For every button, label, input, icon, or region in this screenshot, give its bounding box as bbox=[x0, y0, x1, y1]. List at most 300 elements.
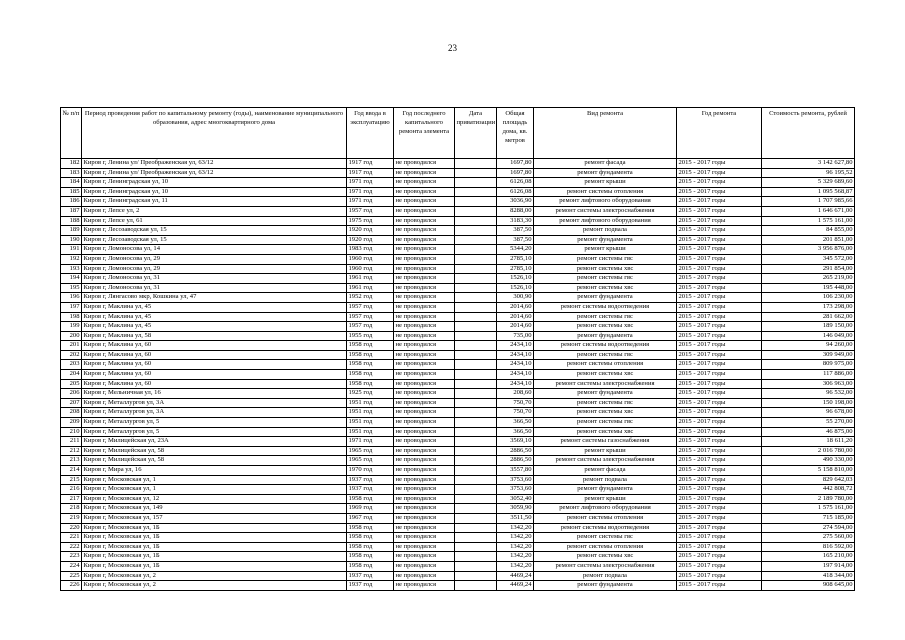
cell-repair-type: ремонт системы гвс bbox=[534, 312, 677, 322]
cell-privatization-date bbox=[455, 350, 497, 360]
cell-repair-year: 2015 - 2017 годы bbox=[677, 245, 762, 255]
cell-repair-cost: 345 572,00 bbox=[762, 254, 855, 264]
cell-privatization-date bbox=[455, 475, 497, 485]
cell-commissioning-year: 1955 год bbox=[347, 331, 394, 341]
table-row bbox=[61, 466, 855, 476]
cell-commissioning-year: 1965 год bbox=[347, 456, 394, 466]
cell-commissioning-year: 1920 год bbox=[347, 235, 394, 245]
cell-total-area: 3753,60 bbox=[497, 485, 534, 495]
cell-repair-type: ремонт системы хвс bbox=[534, 264, 677, 274]
cell-address: Киров г, Ленина ул/ Преображенская ул, 63/12 bbox=[82, 159, 347, 169]
cell-commissioning-year: 1951 год bbox=[347, 418, 394, 428]
header-repair-year: Год ремонта bbox=[677, 108, 762, 159]
cell-repair-year: 2015 - 2017 годы bbox=[677, 302, 762, 312]
cell-total-area: 4469,24 bbox=[497, 571, 534, 581]
cell-address: Киров г, Московская ул, 149 bbox=[82, 504, 347, 514]
cell-repair-type: ремонт системы отопления bbox=[534, 513, 677, 523]
cell-total-area: 366,50 bbox=[497, 418, 534, 428]
cell-repair-year: 2015 - 2017 годы bbox=[677, 427, 762, 437]
cell-row-number: 201 bbox=[61, 341, 82, 351]
cell-repair-cost: 908 645,00 bbox=[762, 581, 855, 591]
cell-address: Киров г, Милицейская ул, 23А bbox=[82, 437, 347, 447]
cell-row-number: 209 bbox=[61, 418, 82, 428]
cell-repair-year: 2015 - 2017 годы bbox=[677, 437, 762, 447]
cell-privatization-date bbox=[455, 379, 497, 389]
cell-last-repair-year: не проводился bbox=[394, 533, 455, 543]
cell-repair-cost: 189 150,00 bbox=[762, 322, 855, 332]
cell-total-area: 1697,80 bbox=[497, 168, 534, 178]
cell-repair-year: 2015 - 2017 годы bbox=[677, 398, 762, 408]
cell-repair-cost: 309 949,00 bbox=[762, 350, 855, 360]
cell-total-area: 2014,60 bbox=[497, 322, 534, 332]
cell-last-repair-year: не проводился bbox=[394, 427, 455, 437]
cell-commissioning-year: 1917 год bbox=[347, 159, 394, 169]
cell-privatization-date bbox=[455, 523, 497, 533]
cell-commissioning-year: 1958 год bbox=[347, 523, 394, 533]
cell-privatization-date bbox=[455, 206, 497, 216]
header-last-repair-year: Год последнего капитального ремонта элемента bbox=[394, 108, 455, 159]
cell-privatization-date bbox=[455, 466, 497, 476]
cell-total-area: 2785,10 bbox=[497, 264, 534, 274]
cell-repair-cost: 173 298,00 bbox=[762, 302, 855, 312]
cell-repair-cost: 442 808,72 bbox=[762, 485, 855, 495]
cell-row-number: 217 bbox=[61, 494, 82, 504]
cell-privatization-date bbox=[455, 389, 497, 399]
cell-repair-year: 2015 - 2017 годы bbox=[677, 274, 762, 284]
table-row bbox=[61, 302, 855, 312]
cell-last-repair-year: не проводился bbox=[394, 571, 455, 581]
header-number: № п/п bbox=[61, 108, 82, 159]
cell-repair-type: ремонт системы электроснабжения bbox=[534, 206, 677, 216]
cell-repair-type: ремонт системы хвс bbox=[534, 552, 677, 562]
table-row bbox=[61, 283, 855, 293]
cell-repair-type: ремонт системы отопления bbox=[534, 187, 677, 197]
cell-last-repair-year: не проводился bbox=[394, 494, 455, 504]
cell-address: Киров г, Лесозаводская ул, 15 bbox=[82, 235, 347, 245]
cell-total-area: 3052,40 bbox=[497, 494, 534, 504]
cell-last-repair-year: не проводился bbox=[394, 159, 455, 169]
cell-commissioning-year: 1920 год bbox=[347, 226, 394, 236]
cell-repair-cost: 96 195,52 bbox=[762, 168, 855, 178]
cell-repair-type: ремонт системы водоотведения bbox=[534, 302, 677, 312]
cell-total-area: 1342,20 bbox=[497, 542, 534, 552]
table-row bbox=[61, 475, 855, 485]
cell-row-number: 196 bbox=[61, 293, 82, 303]
cell-repair-cost: 94 260,00 bbox=[762, 341, 855, 351]
cell-row-number: 208 bbox=[61, 408, 82, 418]
cell-total-area: 1697,80 bbox=[497, 159, 534, 169]
cell-repair-year: 2015 - 2017 годы bbox=[677, 322, 762, 332]
header-commissioning-year: Год ввода в эксплуатацию bbox=[347, 108, 394, 159]
header-total-area: Общая площадь дома, кв. метров bbox=[497, 108, 534, 159]
table-row bbox=[61, 418, 855, 428]
table-row bbox=[61, 571, 855, 581]
cell-address: Киров г, Московская ул, 2 bbox=[82, 571, 347, 581]
cell-address: Киров г, Московская ул, 1Б bbox=[82, 523, 347, 533]
cell-address: Киров г, Маклина ул, 45 bbox=[82, 322, 347, 332]
cell-address: Киров г, Металлургов ул, 3А bbox=[82, 398, 347, 408]
cell-commissioning-year: 1925 год bbox=[347, 389, 394, 399]
cell-repair-type: ремонт фундамента bbox=[534, 485, 677, 495]
cell-repair-year: 2015 - 2017 годы bbox=[677, 178, 762, 188]
cell-repair-year: 2015 - 2017 годы bbox=[677, 466, 762, 476]
cell-repair-cost: 3 142 627,80 bbox=[762, 159, 855, 169]
cell-repair-type: ремонт системы гвс bbox=[534, 533, 677, 543]
cell-total-area: 750,70 bbox=[497, 398, 534, 408]
cell-commissioning-year: 1957 год bbox=[347, 302, 394, 312]
cell-row-number: 226 bbox=[61, 581, 82, 591]
cell-address: Киров г, Ломоносова ул, 29 bbox=[82, 264, 347, 274]
cell-address: Киров г, Лепсе ул, 2 bbox=[82, 206, 347, 216]
cell-repair-year: 2015 - 2017 годы bbox=[677, 293, 762, 303]
cell-total-area: 6126,08 bbox=[497, 178, 534, 188]
cell-repair-type: ремонт системы электроснабжения bbox=[534, 456, 677, 466]
cell-repair-year: 2015 - 2017 годы bbox=[677, 350, 762, 360]
cell-address: Киров г, Ленинградская ул, 10 bbox=[82, 187, 347, 197]
cell-address: Киров г, Ломоносова ул, 29 bbox=[82, 254, 347, 264]
cell-privatization-date bbox=[455, 360, 497, 370]
table-row bbox=[61, 494, 855, 504]
cell-repair-type: ремонт системы хвс bbox=[534, 283, 677, 293]
cell-commissioning-year: 1957 год bbox=[347, 322, 394, 332]
cell-repair-year: 2015 - 2017 годы bbox=[677, 561, 762, 571]
cell-total-area: 2434,10 bbox=[497, 341, 534, 351]
table-row bbox=[61, 370, 855, 380]
table-row bbox=[61, 437, 855, 447]
cell-last-repair-year: не проводился bbox=[394, 466, 455, 476]
cell-total-area: 1342,20 bbox=[497, 561, 534, 571]
cell-repair-year: 2015 - 2017 годы bbox=[677, 389, 762, 399]
table-row bbox=[61, 427, 855, 437]
table-row bbox=[61, 561, 855, 571]
cell-address: Киров г, Милицейская ул, 58 bbox=[82, 456, 347, 466]
cell-address: Киров г, Маклина ул, 60 bbox=[82, 360, 347, 370]
table-row bbox=[61, 456, 855, 466]
cell-row-number: 191 bbox=[61, 245, 82, 255]
table-row bbox=[61, 178, 855, 188]
cell-last-repair-year: не проводился bbox=[394, 456, 455, 466]
cell-total-area: 2785,10 bbox=[497, 254, 534, 264]
cell-repair-cost: 46 875,00 bbox=[762, 427, 855, 437]
cell-last-repair-year: не проводился bbox=[394, 350, 455, 360]
table-row bbox=[61, 293, 855, 303]
cell-privatization-date bbox=[455, 581, 497, 591]
cell-repair-cost: 201 851,00 bbox=[762, 235, 855, 245]
cell-privatization-date bbox=[455, 178, 497, 188]
cell-total-area: 2014,60 bbox=[497, 312, 534, 322]
cell-repair-year: 2015 - 2017 годы bbox=[677, 504, 762, 514]
cell-repair-year: 2015 - 2017 годы bbox=[677, 542, 762, 552]
cell-address: Киров г, Милицейская ул, 58 bbox=[82, 446, 347, 456]
table-row bbox=[61, 331, 855, 341]
cell-repair-type: ремонт подвала bbox=[534, 226, 677, 236]
table-header-row bbox=[61, 108, 855, 159]
cell-row-number: 213 bbox=[61, 456, 82, 466]
cell-repair-cost: 281 662,00 bbox=[762, 312, 855, 322]
cell-repair-type: ремонт системы гвс bbox=[534, 254, 677, 264]
cell-privatization-date bbox=[455, 398, 497, 408]
cell-total-area: 2434,10 bbox=[497, 379, 534, 389]
cell-row-number: 221 bbox=[61, 533, 82, 543]
cell-address: Киров г, Московская ул, 157 bbox=[82, 513, 347, 523]
cell-row-number: 188 bbox=[61, 216, 82, 226]
cell-repair-cost: 291 854,00 bbox=[762, 264, 855, 274]
cell-row-number: 203 bbox=[61, 360, 82, 370]
table-row bbox=[61, 552, 855, 562]
cell-repair-year: 2015 - 2017 годы bbox=[677, 206, 762, 216]
cell-repair-year: 2015 - 2017 годы bbox=[677, 159, 762, 169]
cell-repair-type: ремонт системы хвс bbox=[534, 427, 677, 437]
cell-privatization-date bbox=[455, 283, 497, 293]
cell-repair-type: ремонт фундамента bbox=[534, 389, 677, 399]
table-row bbox=[61, 485, 855, 495]
cell-repair-year: 2015 - 2017 годы bbox=[677, 312, 762, 322]
cell-address: Киров г, Московская ул, 1 bbox=[82, 485, 347, 495]
cell-total-area: 2434,10 bbox=[497, 370, 534, 380]
cell-commissioning-year: 1957 год bbox=[347, 206, 394, 216]
cell-row-number: 225 bbox=[61, 571, 82, 581]
cell-repair-cost: 197 914,00 bbox=[762, 561, 855, 571]
cell-repair-cost: 5 158 810,00 bbox=[762, 466, 855, 476]
cell-address: Киров г, Московская ул, 1Б bbox=[82, 552, 347, 562]
table-row bbox=[61, 206, 855, 216]
cell-repair-cost: 1 095 568,87 bbox=[762, 187, 855, 197]
cell-privatization-date bbox=[455, 561, 497, 571]
cell-commissioning-year: 1958 год bbox=[347, 561, 394, 571]
cell-privatization-date bbox=[455, 235, 497, 245]
cell-privatization-date bbox=[455, 341, 497, 351]
table-row bbox=[61, 168, 855, 178]
cell-privatization-date bbox=[455, 542, 497, 552]
cell-repair-type: ремонт фасада bbox=[534, 159, 677, 169]
cell-commissioning-year: 1958 год bbox=[347, 350, 394, 360]
cell-commissioning-year: 1937 год bbox=[347, 485, 394, 495]
header-address: Период проведения работ по капитальному ремонту (годы), наименование муниципального образования, адрес многоквартирного дома bbox=[82, 108, 347, 159]
cell-total-area: 2014,60 bbox=[497, 302, 534, 312]
cell-repair-type: ремонт фундамента bbox=[534, 581, 677, 591]
cell-privatization-date bbox=[455, 571, 497, 581]
cell-repair-type: ремонт системы электроснабжения bbox=[534, 561, 677, 571]
cell-commissioning-year: 1951 год bbox=[347, 427, 394, 437]
cell-address: Киров г, Ломоносова ул, 31 bbox=[82, 274, 347, 284]
cell-last-repair-year: не проводился bbox=[394, 398, 455, 408]
cell-privatization-date bbox=[455, 494, 497, 504]
header-repair-cost: Стоимость ремонта, рублей bbox=[762, 108, 855, 159]
cell-repair-year: 2015 - 2017 годы bbox=[677, 197, 762, 207]
cell-address: Киров г, Московская ул, 12 bbox=[82, 494, 347, 504]
cell-last-repair-year: не проводился bbox=[394, 245, 455, 255]
cell-repair-type: ремонт системы хвс bbox=[534, 370, 677, 380]
cell-row-number: 223 bbox=[61, 552, 82, 562]
cell-commissioning-year: 1971 год bbox=[347, 187, 394, 197]
cell-privatization-date bbox=[455, 485, 497, 495]
cell-commissioning-year: 1958 год bbox=[347, 552, 394, 562]
cell-repair-type: ремонт лифтового оборудования bbox=[534, 197, 677, 207]
cell-repair-cost: 55 270,00 bbox=[762, 418, 855, 428]
cell-commissioning-year: 1960 год bbox=[347, 254, 394, 264]
cell-row-number: 202 bbox=[61, 350, 82, 360]
cell-row-number: 218 bbox=[61, 504, 82, 514]
cell-address: Киров г, Металлургов ул, 5 bbox=[82, 418, 347, 428]
cell-privatization-date bbox=[455, 264, 497, 274]
cell-repair-type: ремонт крыши bbox=[534, 494, 677, 504]
cell-last-repair-year: не проводился bbox=[394, 235, 455, 245]
cell-total-area: 1342,20 bbox=[497, 552, 534, 562]
cell-repair-cost: 274 594,00 bbox=[762, 523, 855, 533]
cell-total-area: 1342,20 bbox=[497, 523, 534, 533]
cell-address: Киров г, Московская ул, 1 bbox=[82, 475, 347, 485]
cell-commissioning-year: 1957 год bbox=[347, 312, 394, 322]
cell-last-repair-year: не проводился bbox=[394, 370, 455, 380]
cell-privatization-date bbox=[455, 245, 497, 255]
cell-last-repair-year: не проводился bbox=[394, 552, 455, 562]
cell-repair-type: ремонт системы электроснабжения bbox=[534, 379, 677, 389]
table-row bbox=[61, 159, 855, 169]
cell-last-repair-year: не проводился bbox=[394, 408, 455, 418]
cell-repair-year: 2015 - 2017 годы bbox=[677, 216, 762, 226]
cell-privatization-date bbox=[455, 168, 497, 178]
cell-total-area: 3511,50 bbox=[497, 513, 534, 523]
cell-row-number: 222 bbox=[61, 542, 82, 552]
cell-row-number: 197 bbox=[61, 302, 82, 312]
cell-last-repair-year: не проводился bbox=[394, 206, 455, 216]
cell-commissioning-year: 1958 год bbox=[347, 379, 394, 389]
cell-repair-year: 2015 - 2017 годы bbox=[677, 168, 762, 178]
cell-total-area: 2434,10 bbox=[497, 350, 534, 360]
cell-privatization-date bbox=[455, 408, 497, 418]
table-row bbox=[61, 379, 855, 389]
repair-register-table bbox=[60, 107, 855, 591]
cell-privatization-date bbox=[455, 370, 497, 380]
cell-row-number: 211 bbox=[61, 437, 82, 447]
cell-last-repair-year: не проводился bbox=[394, 561, 455, 571]
cell-total-area: 735,00 bbox=[497, 331, 534, 341]
cell-total-area: 4469,24 bbox=[497, 581, 534, 591]
cell-commissioning-year: 1952 год bbox=[347, 293, 394, 303]
cell-address: Киров г, Ленинградская ул, 10 bbox=[82, 178, 347, 188]
cell-row-number: 219 bbox=[61, 513, 82, 523]
cell-last-repair-year: не проводился bbox=[394, 302, 455, 312]
cell-commissioning-year: 1951 год bbox=[347, 398, 394, 408]
table-row bbox=[61, 542, 855, 552]
cell-address: Киров г, Маклина ул, 60 bbox=[82, 379, 347, 389]
cell-repair-type: ремонт системы гвс bbox=[534, 350, 677, 360]
cell-repair-year: 2015 - 2017 годы bbox=[677, 446, 762, 456]
table-row bbox=[61, 312, 855, 322]
cell-total-area: 5344,20 bbox=[497, 245, 534, 255]
cell-total-area: 366,50 bbox=[497, 427, 534, 437]
cell-repair-year: 2015 - 2017 годы bbox=[677, 523, 762, 533]
cell-total-area: 387,50 bbox=[497, 226, 534, 236]
cell-row-number: 198 bbox=[61, 312, 82, 322]
cell-repair-cost: 96 678,00 bbox=[762, 408, 855, 418]
cell-repair-year: 2015 - 2017 годы bbox=[677, 331, 762, 341]
cell-row-number: 210 bbox=[61, 427, 82, 437]
cell-total-area: 1526,10 bbox=[497, 283, 534, 293]
cell-repair-cost: 146 049,00 bbox=[762, 331, 855, 341]
cell-last-repair-year: не проводился bbox=[394, 264, 455, 274]
cell-last-repair-year: не проводился bbox=[394, 418, 455, 428]
cell-privatization-date bbox=[455, 446, 497, 456]
cell-repair-year: 2015 - 2017 годы bbox=[677, 360, 762, 370]
page-number: 23 bbox=[448, 43, 457, 53]
cell-commissioning-year: 1958 год bbox=[347, 542, 394, 552]
cell-total-area: 2434,10 bbox=[497, 360, 534, 370]
cell-repair-type: ремонт лифтового оборудования bbox=[534, 504, 677, 514]
cell-privatization-date bbox=[455, 302, 497, 312]
table-row bbox=[61, 350, 855, 360]
cell-privatization-date bbox=[455, 504, 497, 514]
cell-commissioning-year: 1937 год bbox=[347, 581, 394, 591]
cell-privatization-date bbox=[455, 418, 497, 428]
cell-repair-cost: 1 707 985,66 bbox=[762, 197, 855, 207]
cell-commissioning-year: 1970 год bbox=[347, 466, 394, 476]
cell-repair-cost: 1 646 671,00 bbox=[762, 206, 855, 216]
cell-row-number: 200 bbox=[61, 331, 82, 341]
cell-last-repair-year: не проводился bbox=[394, 446, 455, 456]
cell-address: Киров г, Металлургов ул, 3А bbox=[82, 408, 347, 418]
cell-last-repair-year: не проводился bbox=[394, 312, 455, 322]
cell-row-number: 194 bbox=[61, 274, 82, 284]
cell-repair-cost: 195 448,00 bbox=[762, 283, 855, 293]
cell-address: Киров г, Лепсе ул, 61 bbox=[82, 216, 347, 226]
cell-address: Киров г, Ленинградская ул, 11 bbox=[82, 197, 347, 207]
table-row bbox=[61, 446, 855, 456]
cell-commissioning-year: 1960 год bbox=[347, 264, 394, 274]
cell-total-area: 300,90 bbox=[497, 293, 534, 303]
cell-address: Киров г, Московская ул, 1Б bbox=[82, 542, 347, 552]
cell-last-repair-year: не проводился bbox=[394, 322, 455, 332]
cell-repair-cost: 165 210,00 bbox=[762, 552, 855, 562]
cell-repair-cost: 117 886,00 bbox=[762, 370, 855, 380]
cell-total-area: 2886,50 bbox=[497, 446, 534, 456]
cell-address: Киров г, Маклина ул, 60 bbox=[82, 341, 347, 351]
cell-commissioning-year: 1961 год bbox=[347, 274, 394, 284]
cell-repair-type: ремонт фасада bbox=[534, 466, 677, 476]
cell-last-repair-year: не проводился bbox=[394, 331, 455, 341]
cell-total-area: 2886,50 bbox=[497, 456, 534, 466]
table-row bbox=[61, 581, 855, 591]
table-row bbox=[61, 235, 855, 245]
cell-repair-cost: 809 975,00 bbox=[762, 360, 855, 370]
cell-repair-year: 2015 - 2017 годы bbox=[677, 456, 762, 466]
table-row bbox=[61, 264, 855, 274]
cell-repair-type: ремонт фундамента bbox=[534, 293, 677, 303]
cell-repair-type: ремонт системы гвс bbox=[534, 398, 677, 408]
table-row bbox=[61, 341, 855, 351]
cell-commissioning-year: 1971 год bbox=[347, 197, 394, 207]
cell-repair-type: ремонт системы отопления bbox=[534, 360, 677, 370]
cell-repair-type: ремонт подвала bbox=[534, 571, 677, 581]
cell-last-repair-year: не проводился bbox=[394, 542, 455, 552]
header-repair-type: Вид ремонта bbox=[534, 108, 677, 159]
cell-privatization-date bbox=[455, 226, 497, 236]
cell-commissioning-year: 1958 год bbox=[347, 370, 394, 380]
cell-total-area: 3183,30 bbox=[497, 216, 534, 226]
table-row bbox=[61, 226, 855, 236]
cell-address: Киров г, Лесозаводская ул, 15 bbox=[82, 226, 347, 236]
cell-commissioning-year: 1951 год bbox=[347, 408, 394, 418]
cell-commissioning-year: 1965 год bbox=[347, 446, 394, 456]
cell-repair-year: 2015 - 2017 годы bbox=[677, 485, 762, 495]
cell-repair-year: 2015 - 2017 годы bbox=[677, 513, 762, 523]
cell-row-number: 224 bbox=[61, 561, 82, 571]
cell-commissioning-year: 1958 год bbox=[347, 533, 394, 543]
cell-repair-cost: 106 230,00 bbox=[762, 293, 855, 303]
cell-total-area: 208,60 bbox=[497, 389, 534, 399]
cell-address: Киров г, Ломоносова ул, 14 bbox=[82, 245, 347, 255]
cell-repair-type: ремонт крыши bbox=[534, 446, 677, 456]
